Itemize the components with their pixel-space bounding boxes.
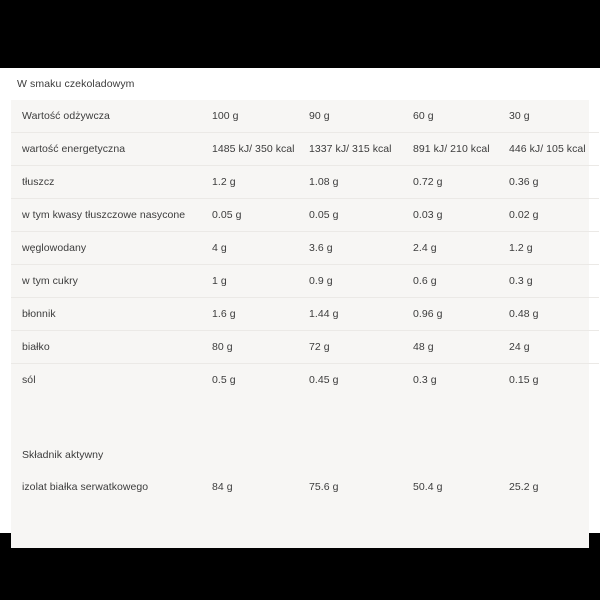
row-value-100g: 4 g [212,232,309,265]
section-empty-4 [509,440,599,470]
row-value-60g: 0.03 g [413,199,509,232]
row-value-90g: 0.45 g [309,374,339,386]
row-value-100g: 84 g [212,481,233,493]
row-value-90g: 1337 kJ/ 315 kcal [309,133,413,166]
row-label: błonnik [11,298,212,331]
header-cell-30g: 30 g [509,100,599,133]
table-row [11,298,599,331]
row-value-30g: 0.15 g [509,374,539,386]
table-header-row [11,100,599,133]
row-label: wartość energetyczna [11,133,212,166]
row-value-30g: 446 kJ/ 105 kcal [509,133,599,166]
nutrition-panel [11,100,589,548]
row-value-60g: 50.4 g [413,481,443,493]
table-row [11,331,599,364]
row-value-100g: 0.5 g [212,374,236,386]
section-title-row [11,440,599,470]
row-value-100g: 1.2 g [212,166,309,199]
row-value-60g: 2.4 g [413,232,509,265]
section-title: Składnik aktywny [22,449,104,461]
table-row [11,199,599,232]
row-value-100g: 1 g [212,265,309,298]
row-value-60g: 0.72 g [413,166,509,199]
nutrition-table [11,100,599,548]
row-value-30g: 24 g [509,331,599,364]
row-label: węglowodany [11,232,212,265]
section-empty-3 [413,440,509,470]
row-value-30g: 1.2 g [509,232,599,265]
row-value-90g: 0.05 g [309,199,413,232]
header-cell-90g: 90 g [309,100,413,133]
spacer-cell [11,396,599,440]
row-value-60g: 0.6 g [413,265,509,298]
flavor-note: W smaku czekoladowym [17,78,135,90]
row-value-90g: 75.6 g [309,481,339,493]
row-value-60g: 891 kJ/ 210 kcal [413,133,509,166]
table-row [11,364,599,397]
table-spacer [11,396,599,440]
row-value-100g: 1485 kJ/ 350 kcal [212,133,309,166]
row-value-30g: 0.48 g [509,298,599,331]
row-value-60g: 0.3 g [413,374,437,386]
row-value-30g: 25.2 g [509,481,539,493]
table-row [11,133,599,166]
row-label: tłuszcz [11,166,212,199]
row-label: w tym kwasy tłuszczowe nasycone [11,199,212,232]
header-cell-label: Wartość odżywcza [11,100,212,133]
table-row [11,265,599,298]
table-bottom-spacer [11,504,599,548]
table-row [11,232,599,265]
table-row [11,166,599,199]
row-value-100g: 1.6 g [212,298,309,331]
active-ingredient-row [11,470,599,504]
row-value-60g: 0.96 g [413,298,509,331]
row-label: w tym cukry [11,265,212,298]
row-value-90g: 0.9 g [309,265,413,298]
section-empty-1 [212,440,309,470]
row-value-30g: 0.3 g [509,265,599,298]
row-value-30g: 0.02 g [509,199,599,232]
row-value-90g: 1.08 g [309,166,413,199]
section-empty-2 [309,440,413,470]
row-value-90g: 3.6 g [309,232,413,265]
row-value-100g: 80 g [212,331,309,364]
row-value-100g: 0.05 g [212,199,309,232]
row-value-30g: 0.36 g [509,166,599,199]
row-value-90g: 72 g [309,331,413,364]
spacer-cell [11,504,599,548]
row-value-60g: 48 g [413,331,509,364]
header-cell-100g: 100 g [212,100,309,133]
header-cell-60g: 60 g [413,100,509,133]
row-label: białko [11,331,212,364]
row-label: sól [22,374,36,386]
row-value-90g: 1.44 g [309,298,413,331]
row-label: izolat białka serwatkowego [22,481,149,493]
